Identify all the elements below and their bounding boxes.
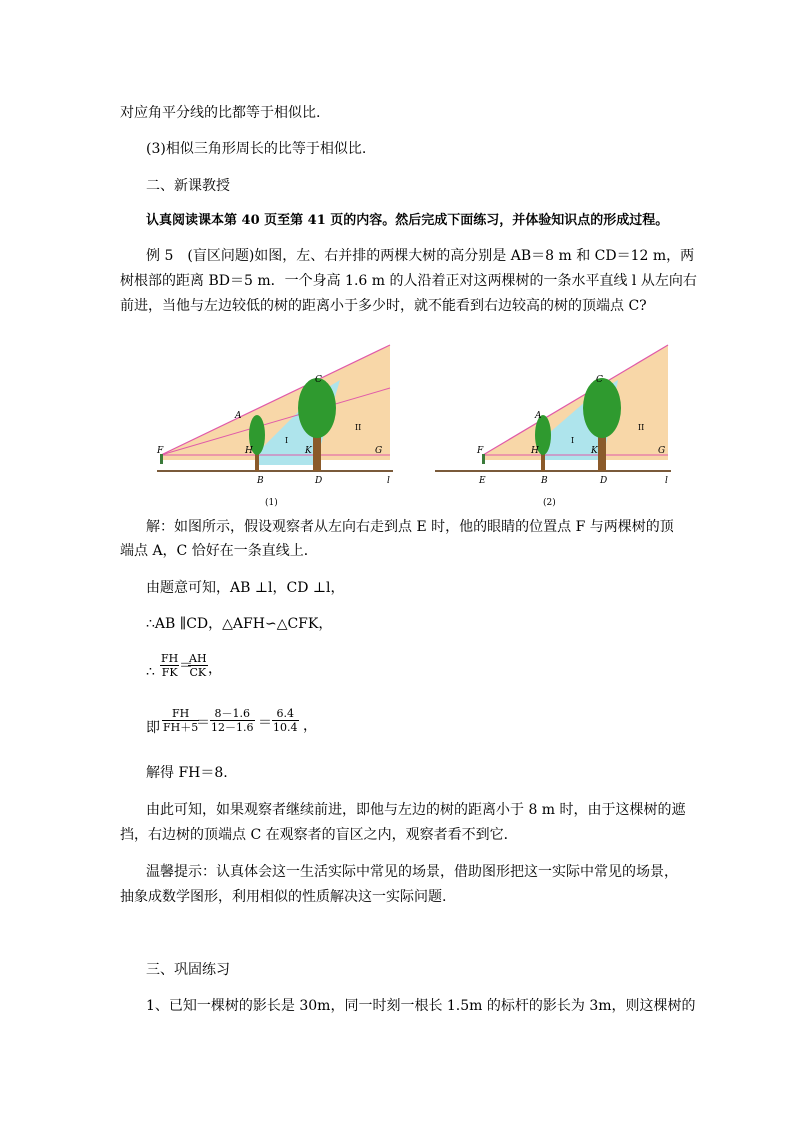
label-region-ii: II: [355, 423, 362, 432]
comma: ，: [208, 661, 222, 677]
figure-caption: (2): [543, 498, 556, 508]
label-h: H: [531, 446, 539, 456]
label-b: B: [541, 476, 548, 486]
label-a: A: [535, 411, 542, 421]
big-tree-crown: [583, 378, 621, 438]
text-line: 由此可知，如果观察者继续前进，即他与左边的树的距离小于 8 m 时，由于这棵树的遮: [146, 802, 686, 818]
comma: ，: [303, 718, 317, 734]
text-line: 挡，右边树的顶端点 C 在观察者的盲区之内，观察者看不到它．: [120, 827, 518, 843]
exercise-line: 1、已知一棵树的影长是 30m，同一时刻一根长 1.5m 的标杆的影长为 3m，则这棵树的: [146, 998, 696, 1014]
figure-1: [155, 340, 395, 512]
tip-line: 抽象成数学图形，利用相似的性质解决这一实际问题.: [120, 889, 447, 905]
instruction-line: 认真阅读课本第 40 页至第 41 页的内容。然后完成下面练习，并体验知识点的形成过程。: [146, 213, 669, 228]
label-h: H: [245, 446, 253, 456]
label-g: G: [375, 446, 383, 456]
fraction-values: $\frac{8-1.6}{12-1.6}$: [211, 707, 254, 734]
label-region-i: I: [571, 436, 575, 445]
big-tree-crown: [298, 378, 336, 438]
text-prefix: 即: [146, 720, 160, 736]
equals-sign: ＝: [258, 715, 272, 731]
text-line: (3)相似三角形周长的比等于相似比.: [146, 141, 367, 157]
tip-line: 温馨提示：认真体会这一生活实际中常见的场景，借助图形把这一实际中常见的场景，: [146, 864, 678, 880]
text-line: 例 5 (盲区问题)如图，左、右并排的两棵大树的高分别是 AB＝8 m 和 CD＝12 m，两: [146, 248, 695, 264]
text-line: 树根部的距离 BD＝5 m．一个身高 1.6 m 的人沿着正对这两棵树的一条水平直线 l 从左向右: [120, 273, 697, 289]
fraction-fh-fk: $\frac{FH}{FK}$: [161, 652, 179, 679]
label-a: A: [235, 411, 242, 421]
label-region-ii: II: [638, 423, 645, 432]
figure-2: [433, 340, 673, 512]
text-line: 对应角平分线的比都等于相似比.: [120, 105, 321, 121]
label-c: C: [596, 375, 603, 385]
text-line: 解：如图所示，假设观察者从左向右走到点 E 时，他的眼睛的位置点 F 与两棵树的顶: [146, 519, 674, 535]
label-d: D: [600, 476, 608, 486]
fraction-ah-ck: $\frac{AH}{CK}$: [189, 652, 207, 679]
label-k: K: [591, 446, 598, 456]
text-line: ∴AB ∥CD，△AFH∽△CFK，: [146, 616, 333, 632]
label-d: D: [315, 476, 323, 486]
label-l: l: [665, 476, 668, 486]
label-f: F: [477, 446, 484, 456]
section-heading: 二、新课教授: [146, 178, 230, 194]
text-line: 端点 A，C 恰好在一条直线上．: [120, 543, 318, 559]
label-region-i: I: [285, 436, 289, 445]
text-line: 解得 FH＝8.: [146, 765, 228, 781]
label-g: G: [658, 446, 666, 456]
figure-caption: (1): [265, 498, 278, 508]
fraction-result: $\frac{6.4}{10.4}$: [273, 707, 298, 734]
label-f: F: [157, 446, 164, 456]
label-l: l: [387, 476, 390, 486]
equals-sign: ＝: [179, 658, 193, 674]
text-line: 前进，当他与左边较低的树的距离小于多少时，就不能看到右边较高的树的顶端点 C?: [120, 298, 647, 314]
label-b: B: [257, 476, 264, 486]
equals-sign: ＝: [196, 715, 210, 731]
label-e: E: [479, 476, 486, 486]
label-k: K: [305, 446, 312, 456]
text-line: 由题意可知，AB ⊥l，CD ⊥l，: [146, 580, 345, 596]
label-c: C: [315, 375, 322, 385]
therefore-symbol: ∴: [146, 664, 155, 680]
fraction-fh-fh5: $\frac{FH}{FH+5}$: [163, 707, 199, 734]
section-heading: 三、巩固练习: [146, 962, 230, 978]
